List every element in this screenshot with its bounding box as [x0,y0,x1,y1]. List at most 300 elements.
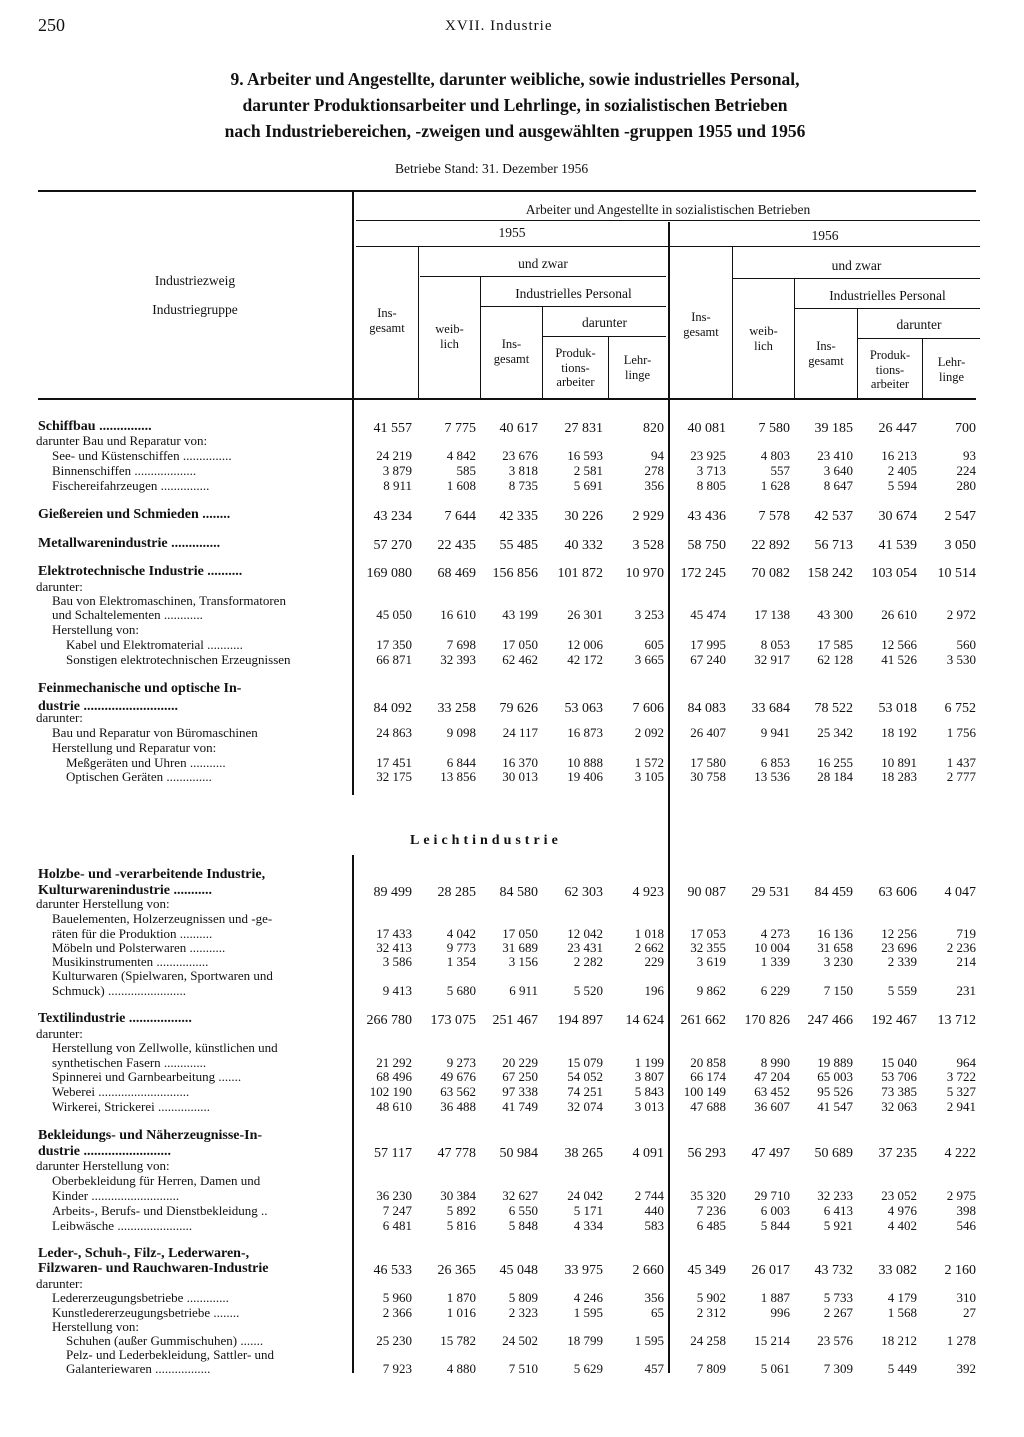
cell-value: 3 713 [696,463,726,478]
row-label: Kulturwaren (Spielwaren, Sportwaren und [52,969,273,983]
cell-value: 5 171 [573,1203,603,1218]
cell-value: 35 320 [690,1188,726,1203]
header-ind-insgesamt-56: Ins- gesamt [808,339,844,368]
cell-value: 63 606 [878,885,917,900]
cell-value: 7 309 [823,1361,853,1376]
cell-value: 27 [963,1305,976,1320]
cell-value: 585 [456,463,476,478]
cell-value: 68 496 [376,1069,412,1084]
cell-value: 2 339 [887,954,917,969]
header-lehr-55: Lehr- linge [623,353,652,382]
cell-value: 2 941 [946,1099,976,1114]
cell-value: 22 435 [437,538,476,553]
cell-value: 5 892 [446,1203,476,1218]
cell-value: 25 230 [376,1333,412,1348]
page-number: 250 [38,15,65,35]
cell-value: 16 136 [817,926,853,941]
header-1956: 1956 [811,228,839,243]
cell-value: 29 710 [754,1188,790,1203]
cell-value: 56 713 [814,538,853,553]
cell-value: 12 006 [567,637,603,652]
cell-value: 57 270 [373,538,412,553]
cell-value: 398 [956,1203,976,1218]
cell-value: 3 050 [944,538,976,553]
cell-value: 101 872 [557,566,603,581]
cell-value: 1 199 [634,1055,664,1070]
cell-value: 45 474 [690,607,726,622]
cell-value: 41 557 [373,421,412,436]
cell-value: 45 050 [376,607,412,622]
cell-value: 47 778 [437,1146,476,1161]
cell-value: 2 929 [632,509,664,524]
row-label: Bauelementen, Holzerzeugnissen und -ge- [52,912,273,926]
row-label: dustrie ........................... [38,700,178,714]
header-darunter-56: darunter [896,317,942,332]
header-insgesamt-56: Ins- gesamt [683,310,719,339]
cell-value: 251 467 [492,1013,538,1028]
cell-value: 84 083 [687,701,726,716]
cell-value: 1 018 [634,926,664,941]
section-leichtindustrie: Leichtindustrie [410,833,562,848]
cell-value: 13 856 [440,769,476,784]
cell-value: 3 640 [823,463,853,478]
cell-value: 33 684 [751,701,790,716]
cell-value: 41 749 [502,1099,538,1114]
cell-value: 32 074 [567,1099,603,1114]
cell-value: 17 451 [376,755,412,770]
cell-value: 1 572 [634,755,664,770]
cell-value: 7 698 [446,637,476,652]
cell-value: 224 [956,463,976,478]
cell-value: 194 897 [557,1013,603,1028]
cell-value: 3 156 [508,954,538,969]
cell-value: 261 662 [680,1013,726,1028]
row-label: Filzwaren- und Rauchwaren-Industrie [38,1262,269,1276]
row-label: räten für die Produktion .......... [52,927,213,941]
cell-value: 6 752 [944,701,976,716]
cell-value: 17 050 [502,637,538,652]
cell-value: 53 063 [564,701,603,716]
cell-value: 2 744 [634,1188,664,1203]
cell-value: 719 [956,926,976,941]
cell-value: 820 [643,421,664,436]
cell-value: 12 256 [881,926,917,941]
cell-value: 17 580 [690,755,726,770]
cell-value: 62 462 [502,652,538,667]
cell-value: 6 550 [508,1203,538,1218]
cell-value: 84 092 [373,701,412,716]
cell-value: 36 488 [440,1099,476,1114]
cell-value: 5 691 [573,478,603,493]
cell-value: 23 576 [817,1333,853,1348]
cell-value: 3 619 [696,954,726,969]
cell-value: 22 892 [751,538,790,553]
cell-value: 55 485 [499,538,538,553]
cell-value: 18 212 [881,1333,917,1348]
header-weiblich-56: weib- lich [749,324,778,353]
cell-value: 310 [956,1290,976,1305]
cell-value: 247 466 [807,1013,853,1028]
cell-value: 47 204 [754,1069,790,1084]
cell-value: 17 350 [376,637,412,652]
cell-value: 231 [956,983,976,998]
cell-value: 1 354 [446,954,476,969]
cell-value: 356 [644,1290,664,1305]
row-label: Herstellung und Reparatur von: [52,741,217,755]
cell-value: 229 [644,954,664,969]
cell-value: 13 536 [754,769,790,784]
cell-value: 65 [651,1305,664,1320]
cell-value: 18 192 [881,725,917,740]
row-label: Schiffbau ............... [38,420,152,434]
cell-value: 7 236 [696,1203,726,1218]
cell-value: 23 052 [881,1188,917,1203]
cell-value: 5 594 [887,478,917,493]
cell-value: 9 413 [382,983,412,998]
cell-value: 996 [770,1305,790,1320]
cell-value: 103 054 [871,566,917,581]
running-head: XVII. Industrie [445,18,553,34]
row-label: Optischen Geräten .............. [66,770,212,784]
cell-value: 58 750 [687,538,726,553]
cell-value: 41 526 [881,652,917,667]
cell-value: 39 185 [814,421,853,436]
row-label: Arbeits-, Berufs- und Dienstbekleidung .. [52,1204,268,1218]
cell-value: 63 562 [440,1084,476,1099]
cell-value: 47 688 [690,1099,726,1114]
cell-value: 23 925 [690,448,726,463]
cell-value: 16 213 [881,448,917,463]
cell-value: 440 [644,1203,664,1218]
cell-value: 4 923 [632,885,664,900]
row-label: darunter: [36,1277,83,1291]
cell-value: 43 199 [502,607,538,622]
cell-value: 23 676 [502,448,538,463]
header-indpers-55: Industrielles Personal [515,286,632,301]
row-label: Schmuck) ........................ [52,984,186,998]
cell-value: 4 091 [632,1146,664,1161]
cell-value: 33 258 [437,701,476,716]
cell-value: 32 393 [440,652,476,667]
cell-value: 6 844 [446,755,476,770]
cell-value: 1 016 [446,1305,476,1320]
row-label: Kunstledererzeugungsbetriebe ........ [52,1306,240,1320]
cell-value: 546 [956,1218,976,1233]
header-weiblich-55: weib- lich [435,322,464,351]
cell-value: 40 617 [499,421,538,436]
cell-value: 78 522 [814,701,853,716]
cell-value: 79 626 [499,701,538,716]
cell-value: 90 087 [687,885,726,900]
cell-value: 2 777 [946,769,976,784]
cell-value: 24 117 [502,725,538,740]
cell-value: 457 [644,1361,664,1376]
cell-value: 32 355 [690,940,726,955]
cell-value: 15 782 [440,1333,476,1348]
cell-value: 4 222 [944,1146,976,1161]
cell-value: 16 873 [567,725,603,740]
cell-value: 6 911 [509,983,538,998]
cell-value: 9 098 [446,725,476,740]
cell-value: 8 911 [383,478,412,493]
cell-value: 10 891 [881,755,917,770]
cell-value: 560 [956,637,976,652]
cell-value: 50 689 [814,1146,853,1161]
cell-value: 93 [963,448,976,463]
cell-value: 15 040 [881,1055,917,1070]
stand-date: Betriebe Stand: 31. Dezember 1956 [395,161,589,176]
cell-value: 43 234 [373,509,412,524]
cell-value: 3 528 [632,538,664,553]
cell-value: 4 976 [887,1203,917,1218]
cell-value: 278 [644,463,664,478]
cell-value: 30 758 [690,769,726,784]
cell-value: 38 265 [564,1146,603,1161]
cell-value: 42 537 [814,509,853,524]
row-label: Wirkerei, Strickerei ................ [52,1100,210,1114]
cell-value: 7 510 [508,1361,538,1376]
cell-value: 605 [644,637,664,652]
cell-value: 67 240 [690,652,726,667]
cell-value: 13 712 [937,1013,976,1028]
row-label: Textilindustrie .................. [38,1012,192,1026]
header-insgesamt-55: Ins- gesamt [369,306,405,335]
header-ind-insgesamt-55: Ins- gesamt [493,337,530,366]
row-label: Oberbekleidung für Herren, Damen und [52,1174,261,1188]
cell-value: 23 410 [817,448,853,463]
cell-value: 964 [956,1055,976,1070]
title-line-2: darunter Produktionsarbeiter und Lehrlinge, in sozialistischen Betrieben [242,95,788,115]
row-label: Kinder ........................... [52,1189,180,1203]
cell-value: 10 970 [625,566,664,581]
cell-value: 12 566 [881,637,917,652]
row-label: Leibwäsche ....................... [52,1219,193,1233]
cell-value: 1 887 [760,1290,790,1305]
cell-value: 5 902 [696,1290,726,1305]
cell-value: 2 581 [573,463,603,478]
cell-value: 2 236 [946,940,976,955]
cell-value: 7 775 [444,421,476,436]
row-label: und Schaltelementen ............ [52,608,203,622]
cell-value: 31 658 [817,940,853,955]
cell-value: 17 050 [502,926,538,941]
cell-value: 30 013 [502,769,538,784]
cell-value: 3 013 [634,1099,664,1114]
row-label: Pelz- und Lederbekleidung, Sattler- und [66,1348,275,1362]
cell-value: 54 052 [567,1069,603,1084]
row-label: darunter: [36,1027,83,1041]
cell-value: 192 467 [871,1013,917,1028]
row-label: Ledererzeugungsbetriebe ............. [52,1291,229,1305]
cell-value: 5 061 [760,1361,790,1376]
cell-value: 3 105 [634,769,664,784]
cell-value: 5 449 [887,1361,917,1376]
header-undzwar-56: und zwar [831,258,882,273]
cell-value: 9 941 [760,725,790,740]
row-label: Feinmechanische und optische In- [38,682,242,696]
cell-value: 65 003 [817,1069,853,1084]
cell-value: 2 323 [508,1305,538,1320]
cell-value: 2 092 [634,725,664,740]
cell-value: 1 756 [946,725,976,740]
cell-value: 32 233 [817,1188,853,1203]
cell-value: 4 047 [944,885,976,900]
cell-value: 47 497 [751,1146,790,1161]
cell-value: 2 267 [823,1305,853,1320]
cell-value: 23 696 [881,940,917,955]
cell-value: 5 960 [382,1290,412,1305]
cell-value: 4 273 [760,926,790,941]
cell-value: 280 [956,478,976,493]
cell-value: 356 [644,478,664,493]
cell-value: 5 843 [634,1084,664,1099]
cell-value: 24 258 [690,1333,726,1348]
cell-value: 5 809 [508,1290,538,1305]
cell-value: 8 805 [696,478,726,493]
cell-value: 53 018 [878,701,917,716]
cell-value: 62 128 [817,652,853,667]
row-label: Metallwarenindustrie .............. [38,537,221,551]
cell-value: 19 889 [817,1055,853,1070]
cell-value: 3 665 [634,652,664,667]
row-label: Fischereifahrzeugen ............... [52,479,210,493]
row-label: Spinnerei und Garnbearbeitung ....... [52,1070,242,1084]
row-label: Sonstigen elektrotechnischen Erzeugnissen [66,653,291,667]
cell-value: 45 349 [687,1263,726,1278]
cell-value: 23 431 [567,940,603,955]
cell-value: 8 053 [760,637,790,652]
cell-value: 36 230 [376,1188,412,1203]
cell-value: 45 048 [499,1263,538,1278]
cell-value: 1 568 [887,1305,917,1320]
cell-value: 2 366 [382,1305,412,1320]
row-label: Herstellung von: [52,623,140,637]
cell-value: 57 117 [374,1146,412,1161]
cell-value: 41 539 [878,538,917,553]
cell-value: 5 733 [823,1290,853,1305]
row-label: darunter Herstellung von: [36,897,170,911]
cell-value: 97 338 [502,1084,538,1099]
cell-value: 6 229 [760,983,790,998]
cell-value: 7 247 [382,1203,412,1218]
cell-value: 4 842 [446,448,476,463]
cell-value: 5 629 [573,1361,603,1376]
cell-value: 100 149 [683,1084,726,1099]
header-darunter-55: darunter [582,315,627,330]
cell-value: 95 526 [817,1084,853,1099]
cell-value: 700 [955,421,976,436]
header-undzwar-55: und zwar [518,256,568,271]
cell-value: 15 079 [567,1055,603,1070]
header-main: Arbeiter und Angestellte in sozialistischen Betrieben [525,202,811,217]
cell-value: 32 627 [502,1188,538,1203]
cell-value: 2 312 [696,1305,726,1320]
row-label: Gießereien und Schmieden ........ [38,508,231,522]
row-label: Holzbe- und -verarbeitende Industrie, [38,868,266,882]
cell-value: 17 053 [690,926,726,941]
cell-value: 30 226 [564,509,603,524]
cell-value: 2 972 [946,607,976,622]
cell-value: 172 245 [680,566,726,581]
row-label: Kabel und Elektromaterial ........... [66,638,243,652]
cell-value: 9 862 [696,983,726,998]
cell-value: 26 017 [751,1263,790,1278]
cell-value: 25 342 [817,725,853,740]
cell-value: 158 242 [807,566,853,581]
cell-value: 3 253 [634,607,664,622]
cell-value: 62 303 [564,885,603,900]
cell-value: 4 880 [446,1361,476,1376]
cell-value: 169 080 [366,566,412,581]
cell-value: 10 004 [754,940,790,955]
cell-value: 48 610 [376,1099,412,1114]
cell-value: 84 580 [499,885,538,900]
row-label: darunter: [36,711,83,725]
cell-value: 30 384 [440,1188,476,1203]
cell-value: 196 [644,983,664,998]
cell-value: 4 246 [573,1290,603,1305]
cell-value: 2 160 [944,1263,976,1278]
cell-value: 3 879 [382,463,412,478]
cell-value: 24 863 [376,725,412,740]
cell-value: 10 514 [937,566,976,581]
cell-value: 26 365 [437,1263,476,1278]
cell-value: 5 844 [760,1218,790,1233]
cell-value: 84 459 [814,885,853,900]
cell-value: 12 042 [567,926,603,941]
cell-value: 1 595 [573,1305,603,1320]
cell-value: 24 502 [502,1333,538,1348]
cell-value: 6 413 [823,1203,853,1218]
cell-value: 8 990 [760,1055,790,1070]
cell-value: 7 923 [382,1361,412,1376]
cell-value: 16 593 [567,448,603,463]
cell-value: 5 520 [573,983,603,998]
cell-value: 17 995 [690,637,726,652]
cell-value: 21 292 [376,1055,412,1070]
cell-value: 156 856 [492,566,538,581]
cell-value: 89 499 [373,885,412,900]
row-label: Bekleidungs- und Näherzeugnisse-In- [38,1129,263,1143]
cell-value: 28 184 [817,769,853,784]
cell-value: 16 255 [817,755,853,770]
cell-value: 94 [651,448,664,463]
cell-value: 3 818 [508,463,538,478]
cell-value: 1 870 [446,1290,476,1305]
cell-value: 26 407 [690,725,726,740]
cell-value: 29 531 [751,885,790,900]
cell-value: 18 799 [567,1333,603,1348]
header-prod-56: Produk- tions- arbeiter [869,348,911,391]
cell-value: 63 452 [754,1084,790,1099]
cell-value: 32 063 [881,1099,917,1114]
cell-value: 31 689 [502,940,538,955]
cell-value: 173 075 [430,1013,476,1028]
cell-value: 1 278 [946,1333,976,1348]
cell-value: 214 [956,954,976,969]
cell-value: 3 230 [823,954,853,969]
row-label: Galanteriewaren ................. [66,1362,211,1376]
row-label: Herstellung von: [52,1320,140,1334]
cell-value: 36 607 [754,1099,790,1114]
cell-value: 1 437 [946,755,976,770]
cell-value: 6 481 [382,1218,412,1233]
row-label: Leder-, Schuh-, Filz-, Lederwaren-, [38,1247,250,1261]
row-label: Schuhen (außer Gummischuhen) ....... [66,1334,264,1348]
cell-value: 26 610 [881,607,917,622]
cell-value: 7 644 [444,509,476,524]
row-label: darunter Bau und Reparatur von: [36,434,208,448]
